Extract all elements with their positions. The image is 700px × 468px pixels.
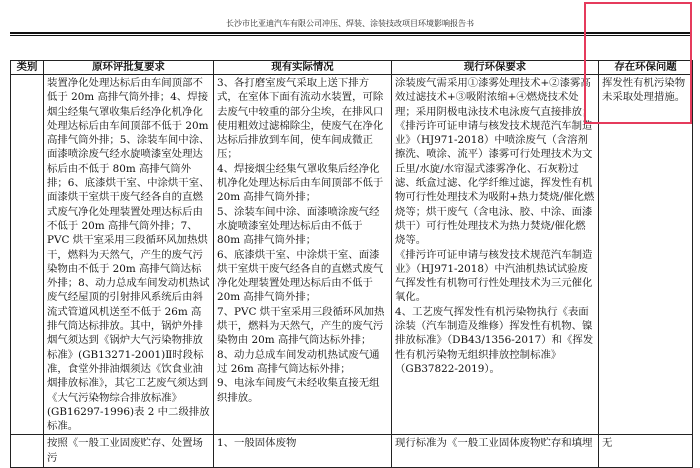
- report-header-title: 长沙市比亚迪汽车有限公司冲压、焊装、涂装技改项目环境影响报告书: [226, 19, 474, 28]
- cell-regulation: 涂装废气需采用①漆雾处理技术+②漆雾高效过滤技术+③吸附浓缩+④燃烧技术处理；采用阴极电泳技术电泳废气直接排放； 《排污许可证申请与核发技术规范汽车制造业》（HJ971-2018）中喷涂废气（含溶剂擦洗、喷涂、流平）漆雾可行处理技术为文丘里/水旋/水帘湿式漆雾净化、石灰粉过滤、纸盒过滤、化学纤维过滤，挥发性有机物可行性处理技术为吸附+热力焚烧/催化燃烧等；烘干废气（含电泳、胶、中涂、面漆烘干）可行性处理技术为热力焚烧/催化燃烧等。 《排污许可证申请与核发技术规范汽车制造业》（HJ971-2018）中汽油机热试试验废气挥发性有机物可行性处理技术为三元催化氧化。 4、工艺废气挥发性有机污染物执行《表面涂装（汽车制造及维修）挥发性有机物、镍排放标准》（DB43/1356-2017）和《挥发性有机污染物无组织排放控制标准》（GB37822-2019）。: [392, 75, 599, 435]
- cell-category: [11, 435, 44, 468]
- cell-issue: 挥发性有机污染物未采取处理措施。: [599, 75, 693, 435]
- col-header-category: 类别: [11, 61, 44, 75]
- table-row: [11, 75, 693, 435]
- cell-current: 1、一般固体废物: [214, 435, 392, 468]
- table-row: [11, 435, 693, 468]
- cell-issue: 无: [599, 435, 693, 468]
- cell-current: 3、各打磨室废气采取上送下排方式，在室体下面有流动水装置，可除去废气中较重的部分尘埃，在排风口使用粗效过滤棉除尘，使废气在净化达标后排放到车间，使车间成微正压； 4、焊接烟尘经集气罩收集后经净化机净化处理达标后由车间顶部不低于 20m 高排气筒外排； 5、涂装车间中涂、面漆喷涂废气经水旋喷漆室处理达标后由不低于 80m 高排气筒外排； 6、底漆烘干室、中涂烘干室、面漆烘干室烘干废气经各自的直燃式废气净化处理装置处理达标后由不低于 20m 高排气筒外排； 7、PVC 烘干室采用三段循环风加热烘干，燃料为天然气，产生的废气污染物由 20m 高排气筒达标外排； 8、动力总成车间发动机热试废气通过 26m 高排气筒达标外排； 9、电泳车间废气未经收集直接无组织排放。: [214, 75, 392, 435]
- cell-requirement: 装置净化处理达标后由车间顶部不低于 20m 高排气筒外排；4、焊接烟尘经集气罩收集后经净化机净化处理达标后由车间顶部不低于 20m 高排气筒外排；5、涂装车间中涂、面漆喷涂废气经水旋喷漆室处理达标后由不低于 80m 高排气筒外排；6、底漆烘干室、中涂烘干室、面漆烘干室烘干废气经各自的直燃式废气净化处理装置处理达标后由不低于 20m 高排气筒外排；7、PVC 烘干室采用三段循环风加热烘干，燃料为天然气，产生的废气污染物由不低于 20m 高排气筒达标外排；8、动力总成车间发动机热试废气经屋顶的引射排风系统后由斜流式管道风机送至不低于 26m 高排气筒达标排放。其中，锅炉外排烟气须达到《锅炉大气污染物排放标准》(GB13271-2001)Ⅱ时段标准，食堂外排油烟须达《饮食业油烟排放标准》，其它工艺废气须达到《大气污染物综合排放标准》(GB16297-1996)表 2 中二级排放标准。: [44, 75, 214, 435]
- highlight-box: [584, 2, 692, 124]
- cell-category: [11, 75, 44, 435]
- cell-requirement: 按照《一般工业固废贮存、处置场污: [44, 435, 214, 468]
- col-header-current: 现有实际情况: [214, 61, 392, 75]
- col-header-requirement: 原环评批复要求: [44, 61, 214, 75]
- col-header-issue: 存在环保问题: [599, 61, 693, 75]
- col-header-regulation: 现行环保要求: [392, 61, 599, 75]
- cell-regulation: 现行标准为《一般工业固体废物贮存和填埋: [392, 435, 599, 468]
